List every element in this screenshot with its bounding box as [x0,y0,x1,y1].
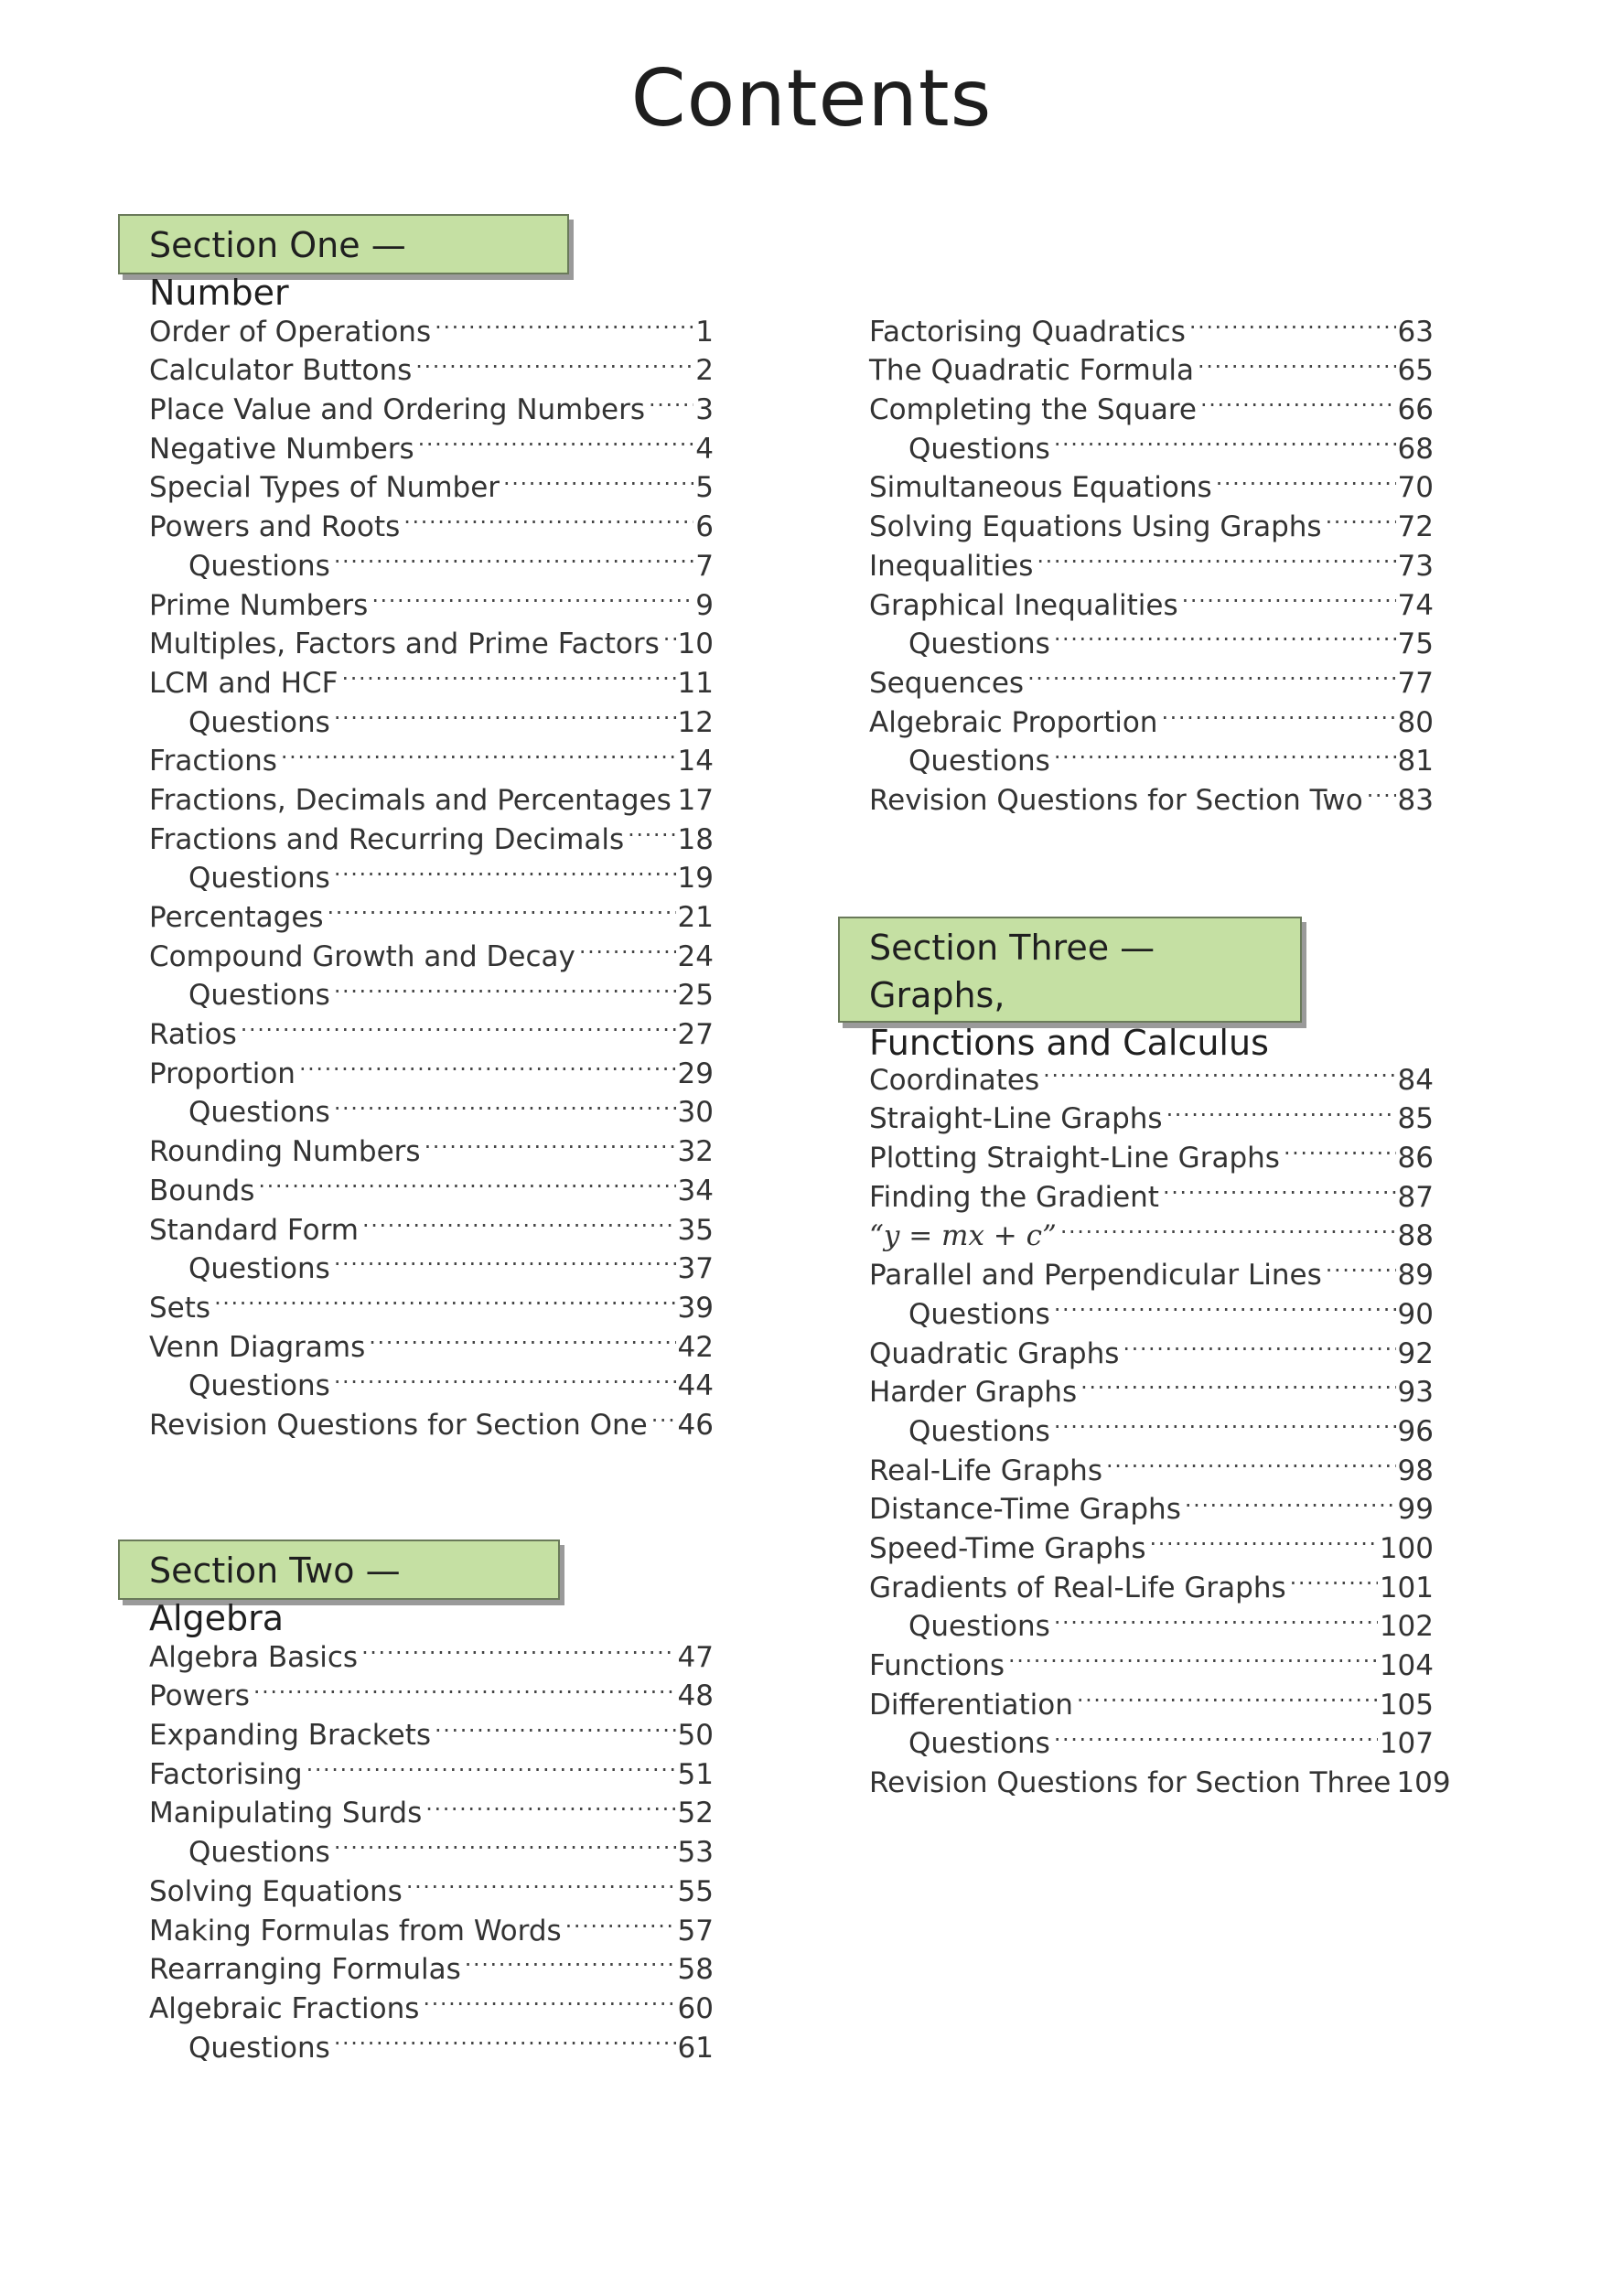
toc-entry-title: Gradients of Real-Life Graphs [869,1571,1286,1604]
dot-leader [334,1357,676,1396]
toc-entry-title: Rearranging Formulas [149,1953,461,1987]
toc-entry-title: Expanding Brackets [149,1719,432,1753]
dot-leader [334,2018,676,2057]
toc-entry-page-number: 107 [1379,1727,1434,1761]
toc-entry-page-number: 29 [677,1057,714,1090]
toc-entry-title: Algebraic Fractions [149,1991,420,2025]
dot-leader [334,536,693,575]
dot-leader [415,341,693,381]
toc-entry-page-number: 73 [1397,549,1434,583]
toc-entry-page-number: 17 [677,783,714,817]
toc-entry-page-number: 68 [1397,432,1434,466]
toc-entry-page-number: 44 [677,1369,714,1403]
toc-entry-page-number: 80 [1397,705,1434,739]
dot-leader [362,1200,676,1239]
toc-entry-title: Questions [188,979,330,1013]
toc-entry-page-number: 92 [1397,1336,1434,1370]
toc-list-section-three [869,1050,1451,1800]
dot-leader [1054,1401,1396,1441]
toc-entry-title: Questions [908,745,1050,778]
toc-entry-page-number: 90 [1397,1297,1434,1331]
toc-entry-page-number: 58 [677,1953,714,1987]
toc-entry-page-number: 53 [677,1836,714,1870]
toc-entry-title: Plotting Straight-Line Graphs [869,1142,1280,1175]
toc-entry-title: Quadratic Graphs [869,1336,1120,1370]
toc-entry-title: Questions [188,549,330,583]
toc-entry-title: Prime Numbers [149,588,369,622]
toc-entry-page-number: 72 [1397,510,1434,544]
toc-entry-title: Venn Diagrams [149,1330,366,1364]
toc-entry-title: Solving Equations [149,1874,403,1908]
toc-entry-title: Powers [149,1679,250,1713]
toc-entry-title: Questions [188,1252,330,1286]
toc-entry [149,1627,714,1674]
toc-entry-page-number: 101 [1379,1571,1434,1604]
dot-leader [1367,770,1396,810]
toc-entry-page-number: 89 [1397,1259,1434,1293]
page-title: Contents [630,53,993,145]
dot-leader [371,575,693,615]
toc-entry-page-number: 14 [677,745,714,778]
toc-entry-title: Place Value and Ordering Numbers [149,393,646,427]
toc-entry-title: Distance-Time Graphs [869,1493,1181,1527]
toc-entry-title: Graphical Inequalities [869,588,1178,622]
toc-entry-page-number: 3 [695,393,714,427]
section-heading-text: Section Two — Algebra [149,1550,401,1638]
toc-entry-page-number: 7 [695,549,714,583]
toc-entry-title: Compound Growth and Decay [149,939,575,973]
section-heading-text-line-2: Functions and Calculus [869,1023,1269,1063]
toc-entry-page-number: 21 [677,901,714,934]
toc-entry-title: Fractions, Decimals and Percentages [149,783,672,817]
toc-entry-page-number: 84 [1397,1063,1434,1097]
toc-entry-title: LCM and HCF [149,666,339,700]
toc-entry-page-number: 93 [1397,1376,1434,1410]
dot-leader [1054,1284,1396,1324]
toc-entry-page-number: 50 [677,1719,714,1753]
toc-entry-title: Proportion [149,1057,296,1090]
toc-entry-title: Questions [908,432,1050,466]
dot-leader [258,1161,675,1200]
dot-leader [628,810,675,849]
dot-leader [1106,1441,1396,1480]
dot-leader [253,1667,676,1706]
toc-entry-page-number: 77 [1397,666,1434,700]
dot-leader [1166,1089,1396,1129]
dot-leader [1008,1636,1378,1675]
dot-leader [423,1979,675,2018]
dot-leader [334,1822,676,1861]
toc-entry-page-number: 87 [1397,1180,1434,1214]
toc-entry-title: Functions [869,1649,1005,1682]
toc-entry-page-number: 74 [1397,588,1434,622]
toc-entry [869,302,1434,349]
toc-list-section-two-left [149,1627,714,2065]
toc-entry-title: Revision Questions for Section Three [869,1766,1392,1800]
toc-entry-title: Factorising [149,1757,303,1791]
toc-entry-page-number: 27 [677,1018,714,1052]
toc-entry-title: Calculator Buttons [149,354,413,388]
dot-leader [1149,1518,1377,1558]
toc-entry-title: Negative Numbers [149,432,414,466]
dot-leader [565,1901,676,1940]
toc-entry-page-number: 24 [677,939,714,973]
toc-entry-page-number: 99 [1397,1493,1434,1527]
dot-leader [425,1121,676,1161]
toc-entry-title: Percentages [149,901,324,934]
toc-entry-page-number: 83 [1397,783,1434,817]
section-heading-text-line-1: Section Three — Graphs, [869,928,1155,1015]
toc-entry-title: Questions [188,2031,330,2065]
toc-entry-page-number: 52 [677,1797,714,1830]
toc-entry-title: Differentiation [869,1688,1073,1722]
toc-entry-page-number: 10 [677,628,714,661]
toc-entry-page-number: 12 [677,705,714,739]
dot-leader [663,615,676,654]
toc-entry-title: Completing the Square [869,393,1197,427]
toc-entry-title: Questions [188,1836,330,1870]
toc-entry-page-number: 102 [1379,1610,1434,1644]
dot-leader [334,966,676,1005]
toc-entry-title: Algebraic Proportion [869,705,1158,739]
toc-entry-page-number: 86 [1397,1142,1434,1175]
toc-entry-page-number: 1 [695,315,714,349]
toc-entry-title: Questions [188,862,330,896]
dot-leader [435,302,693,341]
toc-entry-title: Finding the Gradient [869,1180,1159,1214]
toc-entry-title: Algebra Basics [149,1640,359,1674]
dot-leader [418,419,694,458]
toc-entry-title: Manipulating Surds [149,1797,423,1830]
toc-entry-page-number: 66 [1397,393,1434,427]
toc-entry-page-number: 47 [677,1640,714,1674]
toc-entry-page-number: 39 [677,1291,714,1325]
toc-entry-page-number: 100 [1379,1531,1434,1565]
section-heading-algebra [118,1540,560,1638]
toc-entry-title: Questions [908,628,1050,661]
toc-entry-page-number: 46 [677,1408,714,1442]
dot-leader [1054,615,1396,654]
toc-entry-title: The Quadratic Formula [869,354,1194,388]
toc-entry-title: Solving Equations Using Graphs [869,510,1322,544]
toc-entry-title: Standard Form [149,1213,359,1247]
toc-entry-page-number: 65 [1397,354,1434,388]
dot-leader [341,653,675,692]
toc-entry-page-number: 70 [1397,471,1434,505]
dot-leader [503,458,693,498]
dot-leader [241,1004,676,1044]
section-heading-graphs [838,917,1302,1063]
dot-leader [1290,1558,1378,1597]
toc-entry-title: Questions [908,1297,1050,1331]
toc-entry [149,1278,714,1325]
dot-leader [214,1278,675,1317]
toc-entry-title: Straight-Line Graphs [869,1102,1163,1136]
toc-entry-page-number: 96 [1397,1414,1434,1448]
toc-entry-title: Powers and Roots [149,510,401,544]
toc-entry-page-number: 88 [1397,1219,1434,1253]
toc-entry-title: Questions [908,1414,1050,1448]
dot-leader [579,927,676,966]
toc-entry-page-number: 32 [677,1135,714,1169]
toc-entry-page-number: 85 [1397,1102,1434,1136]
toc-entry-title: Factorising Quadratics [869,315,1186,349]
dot-leader [1037,536,1395,575]
toc-entry-title: Multiples, Factors and Prime Factors [149,628,660,661]
toc-entry-page-number: 51 [677,1757,714,1791]
toc-entry-page-number: 57 [677,1914,714,1947]
toc-entry-title: Simultaneous Equations [869,471,1212,505]
toc-entry-page-number: 9 [695,588,714,622]
toc-entry [149,1317,714,1364]
dot-leader [1216,458,1396,498]
toc-entry-page-number: 37 [677,1252,714,1286]
dot-leader [1043,1050,1395,1089]
toc-entry-page-number: 75 [1397,628,1434,661]
toc-entry-page-number: 11 [677,666,714,700]
toc-entry-title: Order of Operations [149,315,432,349]
toc-entry-title: Coordinates [869,1063,1040,1097]
dot-leader [1189,302,1396,341]
dot-leader [334,1083,676,1122]
toc-entry-title: Rounding Numbers [149,1135,421,1169]
toc-entry-title: Fractions and Recurring Decimals [149,822,625,856]
toc-entry-page-number: 109 [1396,1766,1451,1800]
toc-entry-title: Questions [188,1096,330,1130]
toc-entry-title: Parallel and Perpendicular Lines [869,1259,1322,1293]
section-heading-number [118,214,569,313]
dot-leader [1077,1675,1378,1714]
toc-entry-title: Bounds [149,1174,255,1207]
toc-entry-title: Real-Life Graphs [869,1454,1102,1487]
dot-leader [1123,1324,1395,1363]
toc-entry-page-number: 105 [1379,1688,1434,1722]
toc-list-section-two-right [869,302,1434,817]
toc-entry-title: Making Formulas from Words [149,1914,562,1947]
toc-entry-page-number: 42 [677,1330,714,1364]
toc-entry-title: Special Types of Number [149,471,500,505]
toc-list-section-one [149,302,714,1442]
toc-entry-page-number: 18 [677,822,714,856]
dot-leader [328,887,676,927]
toc-entry-title: Questions [908,1727,1050,1761]
section-heading-text: Section One — Number [149,225,406,313]
toc-entry-title: “y = mx + c” [869,1219,1057,1253]
dot-leader [1161,692,1395,732]
toc-entry-page-number: 104 [1379,1649,1434,1682]
dot-leader [361,1627,675,1667]
dot-leader [403,497,693,536]
dot-leader [334,849,676,888]
dot-leader [1054,732,1396,771]
dot-leader [425,1784,675,1823]
toc-entry [869,1050,1434,1097]
dot-leader [1326,1245,1396,1284]
toc-entry-title: Sequences [869,666,1025,700]
dot-leader [406,1861,676,1901]
dot-leader [649,380,693,419]
toc-entry-page-number: 30 [677,1096,714,1130]
toc-entry-title: Speed-Time Graphs [869,1531,1146,1565]
toc-entry-title: Revision Questions for Section Two [869,783,1363,817]
toc-entry-title: Questions [188,705,330,739]
dot-leader [299,1044,676,1083]
dot-leader [651,1395,676,1434]
toc-entry-title: Inequalities [869,549,1034,583]
toc-entry-page-number: 34 [677,1174,714,1207]
dot-leader [1054,1714,1378,1754]
dot-leader [1163,1167,1396,1207]
toc-entry-page-number: 35 [677,1213,714,1247]
toc-entry-title: Questions [188,1369,330,1403]
toc-entry-page-number: 98 [1397,1454,1434,1487]
toc-entry-page-number: 55 [677,1874,714,1908]
dot-leader [1182,575,1396,615]
dot-leader [1326,497,1396,536]
toc-entry-title: Revision Questions for Section One [149,1408,648,1442]
dot-leader [369,1317,675,1357]
toc-entry-page-number: 81 [1397,745,1434,778]
toc-entry-page-number: 4 [695,432,714,466]
dot-leader [1284,1128,1396,1167]
dot-leader [435,1705,676,1744]
dot-leader [465,1940,676,1979]
dot-leader [1200,380,1396,419]
toc-entry-page-number: 19 [677,862,714,896]
toc-entry-page-number: 63 [1397,315,1434,349]
toc-entry-page-number: 48 [677,1679,714,1713]
toc-entry-title: Ratios [149,1018,237,1052]
toc-entry-page-number: 25 [677,979,714,1013]
dot-leader [1198,341,1396,381]
toc-entry-title: Sets [149,1291,211,1325]
dot-leader [334,1239,676,1279]
toc-entry-page-number: 61 [677,2031,714,2065]
toc-entry-page-number: 60 [677,1991,714,2025]
dot-leader [334,692,676,732]
dot-leader [1185,1480,1396,1519]
dot-leader [675,770,676,810]
toc-entry-page-number: 6 [695,510,714,544]
dot-leader [1054,1597,1378,1636]
toc-entry-title: Questions [908,1610,1050,1644]
dot-leader [306,1744,676,1784]
toc-entry [149,302,714,349]
toc-entry-title: Fractions [149,745,277,778]
dot-leader [1054,419,1396,458]
dot-leader [281,732,676,771]
toc-entry-page-number: 2 [695,354,714,388]
toc-entry-title: Harder Graphs [869,1376,1078,1410]
dot-leader [1060,1207,1396,1246]
dot-leader [1080,1363,1395,1402]
dot-leader [1027,653,1395,692]
toc-entry-page-number: 5 [695,471,714,505]
